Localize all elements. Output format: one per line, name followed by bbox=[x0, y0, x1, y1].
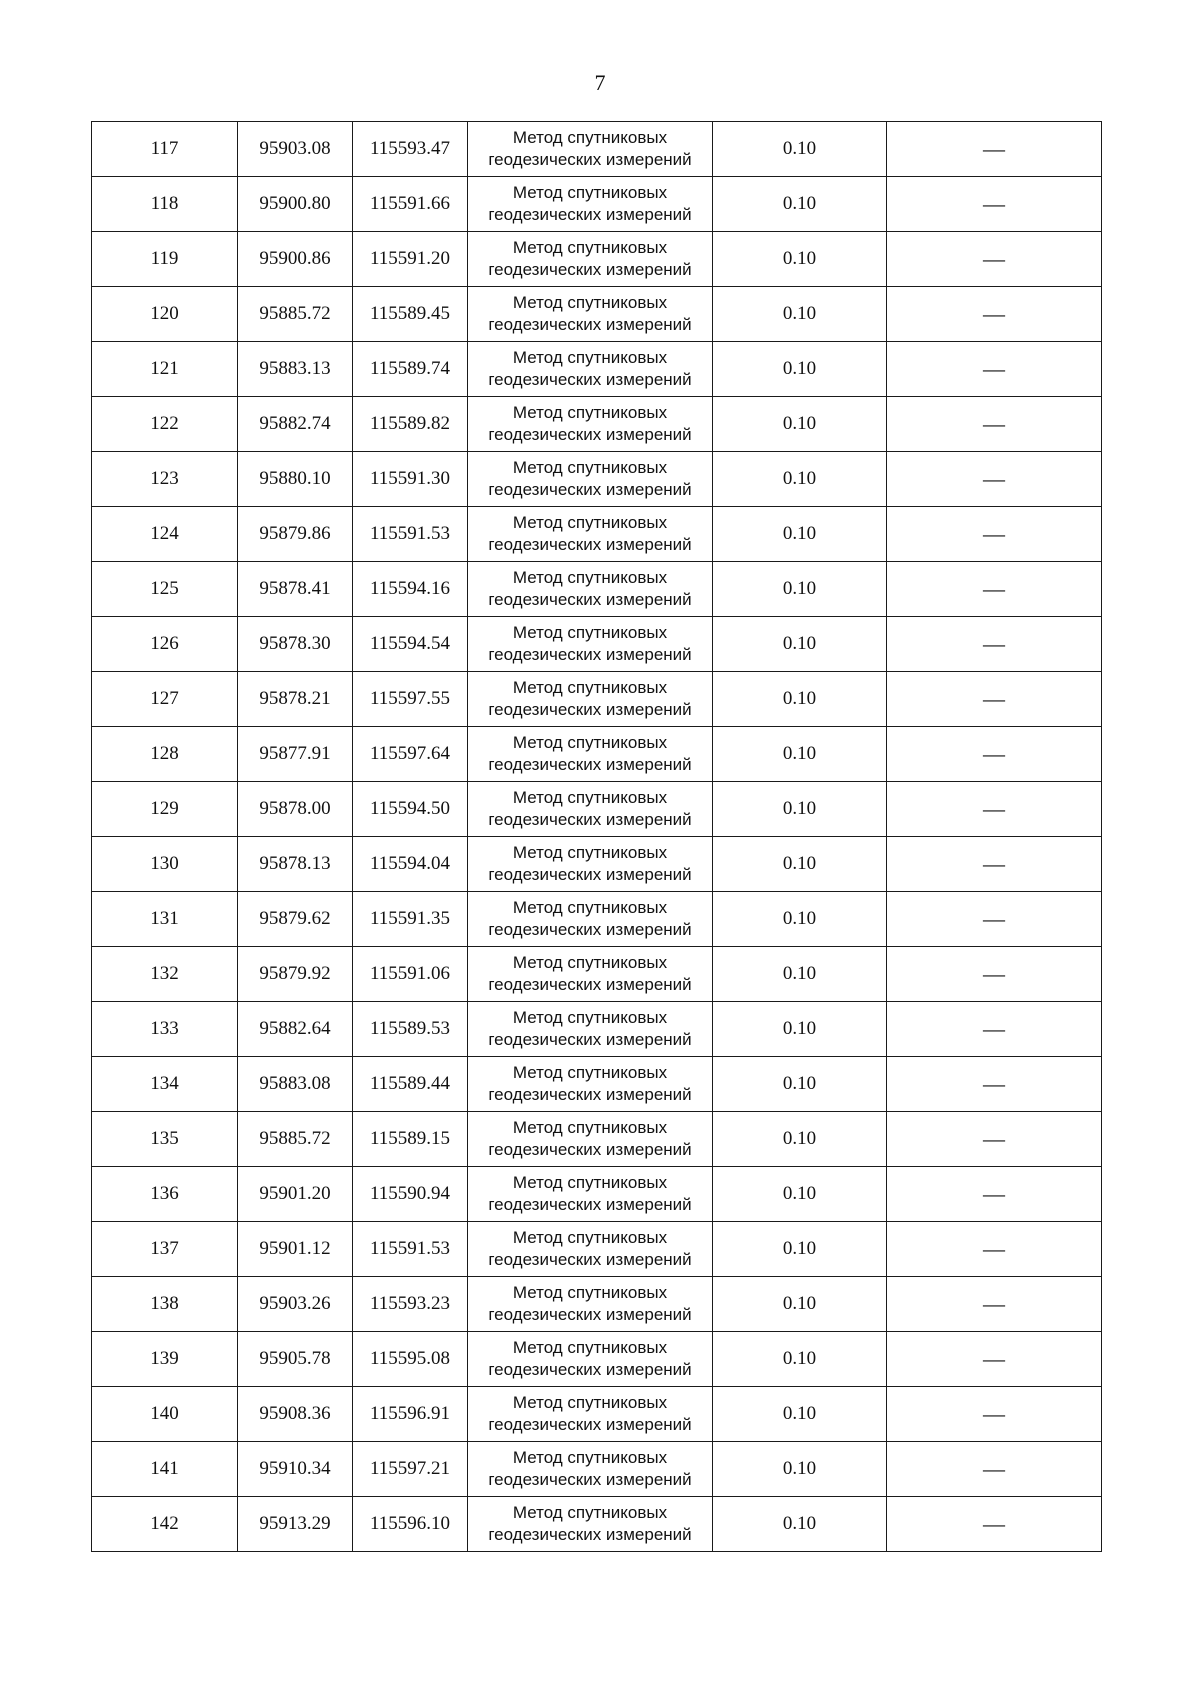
table-row bbox=[92, 1332, 1102, 1387]
accuracy-cell: 0.10 bbox=[713, 837, 887, 892]
note-cell: — bbox=[887, 122, 1102, 177]
point-number-cell: 138 bbox=[92, 1277, 238, 1332]
method-line-2: геодезических измерений bbox=[488, 535, 692, 554]
method-line-1: Метод спутниковых bbox=[512, 1393, 668, 1412]
accuracy-cell: 0.10 bbox=[713, 507, 887, 562]
table-row bbox=[92, 1387, 1102, 1442]
point-number-cell: 126 bbox=[92, 617, 238, 672]
method-line-2: геодезических измерений bbox=[488, 975, 692, 994]
coordinates-table bbox=[91, 121, 1102, 1552]
x-coordinate-cell: 95878.00 bbox=[238, 782, 353, 837]
method-line-1: Метод спутниковых bbox=[512, 843, 668, 862]
x-coordinate-cell: 95882.74 bbox=[238, 397, 353, 452]
accuracy-cell: 0.10 bbox=[713, 287, 887, 342]
method-line-1: Метод спутниковых bbox=[512, 1228, 668, 1247]
y-coordinate-cell: 115590.94 bbox=[353, 1167, 468, 1222]
point-number-cell: 124 bbox=[92, 507, 238, 562]
x-coordinate-cell: 95882.64 bbox=[238, 1002, 353, 1057]
accuracy-cell: 0.10 bbox=[713, 1442, 887, 1497]
note-cell: — bbox=[887, 1222, 1102, 1277]
table-row bbox=[92, 672, 1102, 727]
x-coordinate-cell: 95905.78 bbox=[238, 1332, 353, 1387]
method-cell bbox=[468, 727, 713, 782]
accuracy-cell: 0.10 bbox=[713, 1497, 887, 1552]
method-line-1: Метод спутниковых bbox=[512, 568, 668, 587]
method-cell bbox=[468, 452, 713, 507]
y-coordinate-cell: 115594.50 bbox=[353, 782, 468, 837]
method-line-2: геодезических измерений bbox=[488, 260, 692, 279]
table-row bbox=[92, 1442, 1102, 1497]
method-line-2: геодезических измерений bbox=[488, 1470, 692, 1489]
method-line-1: Метод спутниковых bbox=[512, 1448, 668, 1467]
table-row bbox=[92, 562, 1102, 617]
coordinates-table-body bbox=[92, 122, 1102, 1552]
table-row bbox=[92, 1112, 1102, 1167]
point-number-cell: 130 bbox=[92, 837, 238, 892]
y-coordinate-cell: 115596.10 bbox=[353, 1497, 468, 1552]
x-coordinate-cell: 95901.20 bbox=[238, 1167, 353, 1222]
table-row bbox=[92, 507, 1102, 562]
accuracy-cell: 0.10 bbox=[713, 672, 887, 727]
x-coordinate-cell: 95883.08 bbox=[238, 1057, 353, 1112]
method-line-1: Метод спутниковых bbox=[512, 1283, 668, 1302]
table-row bbox=[92, 287, 1102, 342]
method-line-2: геодезических измерений bbox=[488, 205, 692, 224]
method-cell bbox=[468, 232, 713, 287]
method-line-2: геодезических измерений bbox=[488, 1195, 692, 1214]
table-row bbox=[92, 892, 1102, 947]
method-cell bbox=[468, 1387, 713, 1442]
accuracy-cell: 0.10 bbox=[713, 397, 887, 452]
point-number-cell: 128 bbox=[92, 727, 238, 782]
x-coordinate-cell: 95878.41 bbox=[238, 562, 353, 617]
x-coordinate-cell: 95877.91 bbox=[238, 727, 353, 782]
method-line-2: геодезических измерений bbox=[488, 645, 692, 664]
method-line-1: Метод спутниковых bbox=[512, 238, 668, 257]
y-coordinate-cell: 115597.55 bbox=[353, 672, 468, 727]
note-cell: — bbox=[887, 342, 1102, 397]
point-number-cell: 118 bbox=[92, 177, 238, 232]
method-line-1: Метод спутниковых bbox=[512, 1338, 668, 1357]
method-cell bbox=[468, 1222, 713, 1277]
accuracy-cell: 0.10 bbox=[713, 1167, 887, 1222]
page-number: 7 bbox=[594, 70, 606, 95]
table-row bbox=[92, 177, 1102, 232]
accuracy-cell: 0.10 bbox=[713, 727, 887, 782]
x-coordinate-cell: 95880.10 bbox=[238, 452, 353, 507]
note-cell: — bbox=[887, 617, 1102, 672]
y-coordinate-cell: 115594.16 bbox=[353, 562, 468, 617]
x-coordinate-cell: 95885.72 bbox=[238, 1112, 353, 1167]
y-coordinate-cell: 115591.53 bbox=[353, 1222, 468, 1277]
method-cell bbox=[468, 1167, 713, 1222]
note-cell: — bbox=[887, 837, 1102, 892]
note-cell: — bbox=[887, 1497, 1102, 1552]
note-cell: — bbox=[887, 1057, 1102, 1112]
method-line-1: Метод спутниковых bbox=[512, 733, 668, 752]
method-line-1: Метод спутниковых bbox=[512, 348, 668, 367]
accuracy-cell: 0.10 bbox=[713, 782, 887, 837]
point-number-cell: 140 bbox=[92, 1387, 238, 1442]
point-number-cell: 125 bbox=[92, 562, 238, 617]
method-line-1: Метод спутниковых bbox=[512, 1173, 668, 1192]
method-line-2: геодезических измерений bbox=[488, 590, 692, 609]
method-line-2: геодезических измерений bbox=[488, 370, 692, 389]
method-line-1: Метод спутниковых bbox=[512, 788, 668, 807]
x-coordinate-cell: 95878.30 bbox=[238, 617, 353, 672]
method-line-2: геодезических измерений bbox=[488, 480, 692, 499]
note-cell: — bbox=[887, 562, 1102, 617]
x-coordinate-cell: 95910.34 bbox=[238, 1442, 353, 1497]
method-cell bbox=[468, 507, 713, 562]
point-number-cell: 129 bbox=[92, 782, 238, 837]
y-coordinate-cell: 115589.82 bbox=[353, 397, 468, 452]
method-cell bbox=[468, 342, 713, 397]
method-line-1: Метод спутниковых bbox=[512, 1503, 668, 1522]
note-cell: — bbox=[887, 672, 1102, 727]
method-cell bbox=[468, 287, 713, 342]
method-cell bbox=[468, 782, 713, 837]
accuracy-cell: 0.10 bbox=[713, 1222, 887, 1277]
note-cell: — bbox=[887, 1112, 1102, 1167]
method-line-2: геодезических измерений bbox=[488, 810, 692, 829]
y-coordinate-cell: 115591.66 bbox=[353, 177, 468, 232]
point-number-cell: 131 bbox=[92, 892, 238, 947]
x-coordinate-cell: 95878.21 bbox=[238, 672, 353, 727]
method-line-1: Метод спутниковых bbox=[512, 898, 668, 917]
note-cell: — bbox=[887, 947, 1102, 1002]
accuracy-cell: 0.10 bbox=[713, 452, 887, 507]
y-coordinate-cell: 115591.35 bbox=[353, 892, 468, 947]
x-coordinate-cell: 95879.92 bbox=[238, 947, 353, 1002]
point-number-cell: 120 bbox=[92, 287, 238, 342]
method-line-1: Метод спутниковых bbox=[512, 1008, 668, 1027]
accuracy-cell: 0.10 bbox=[713, 1387, 887, 1442]
accuracy-cell: 0.10 bbox=[713, 1112, 887, 1167]
note-cell: — bbox=[887, 1387, 1102, 1442]
method-line-2: геодезических измерений bbox=[488, 700, 692, 719]
method-line-1: Метод спутниковых bbox=[512, 183, 668, 202]
method-cell bbox=[468, 562, 713, 617]
note-cell: — bbox=[887, 452, 1102, 507]
note-cell: — bbox=[887, 1332, 1102, 1387]
method-line-2: геодезических измерений bbox=[488, 1085, 692, 1104]
point-number-cell: 133 bbox=[92, 1002, 238, 1057]
point-number-cell: 136 bbox=[92, 1167, 238, 1222]
method-cell bbox=[468, 617, 713, 672]
table-row bbox=[92, 452, 1102, 507]
method-line-1: Метод спутниковых bbox=[512, 513, 668, 532]
point-number-cell: 122 bbox=[92, 397, 238, 452]
x-coordinate-cell: 95913.29 bbox=[238, 1497, 353, 1552]
point-number-cell: 137 bbox=[92, 1222, 238, 1277]
method-line-2: геодезических измерений bbox=[488, 1415, 692, 1434]
method-line-1: Метод спутниковых bbox=[512, 953, 668, 972]
y-coordinate-cell: 115594.04 bbox=[353, 837, 468, 892]
y-coordinate-cell: 115595.08 bbox=[353, 1332, 468, 1387]
method-cell bbox=[468, 177, 713, 232]
method-line-2: геодезических измерений bbox=[488, 1140, 692, 1159]
y-coordinate-cell: 115591.06 bbox=[353, 947, 468, 1002]
x-coordinate-cell: 95879.86 bbox=[238, 507, 353, 562]
table-row bbox=[92, 782, 1102, 837]
x-coordinate-cell: 95900.80 bbox=[238, 177, 353, 232]
method-cell bbox=[468, 1497, 713, 1552]
accuracy-cell: 0.10 bbox=[713, 232, 887, 287]
point-number-cell: 119 bbox=[92, 232, 238, 287]
x-coordinate-cell: 95901.12 bbox=[238, 1222, 353, 1277]
note-cell: — bbox=[887, 397, 1102, 452]
note-cell: — bbox=[887, 177, 1102, 232]
point-number-cell: 134 bbox=[92, 1057, 238, 1112]
y-coordinate-cell: 115593.47 bbox=[353, 122, 468, 177]
method-line-1: Метод спутниковых bbox=[512, 1118, 668, 1137]
method-cell bbox=[468, 397, 713, 452]
x-coordinate-cell: 95903.26 bbox=[238, 1277, 353, 1332]
note-cell: — bbox=[887, 232, 1102, 287]
y-coordinate-cell: 115593.23 bbox=[353, 1277, 468, 1332]
point-number-cell: 132 bbox=[92, 947, 238, 1002]
method-line-2: геодезических измерений bbox=[488, 425, 692, 444]
y-coordinate-cell: 115589.74 bbox=[353, 342, 468, 397]
method-line-2: геодезических измерений bbox=[488, 865, 692, 884]
accuracy-cell: 0.10 bbox=[713, 617, 887, 672]
method-cell bbox=[468, 672, 713, 727]
accuracy-cell: 0.10 bbox=[713, 1332, 887, 1387]
accuracy-cell: 0.10 bbox=[713, 1057, 887, 1112]
table-row bbox=[92, 947, 1102, 1002]
point-number-cell: 139 bbox=[92, 1332, 238, 1387]
accuracy-cell: 0.10 bbox=[713, 947, 887, 1002]
point-number-cell: 117 bbox=[92, 122, 238, 177]
table-row bbox=[92, 1277, 1102, 1332]
note-cell: — bbox=[887, 1277, 1102, 1332]
method-cell bbox=[468, 122, 713, 177]
note-cell: — bbox=[887, 1002, 1102, 1057]
x-coordinate-cell: 95903.08 bbox=[238, 122, 353, 177]
y-coordinate-cell: 115589.44 bbox=[353, 1057, 468, 1112]
table-row bbox=[92, 1057, 1102, 1112]
y-coordinate-cell: 115596.91 bbox=[353, 1387, 468, 1442]
accuracy-cell: 0.10 bbox=[713, 177, 887, 232]
method-line-2: геодезических измерений bbox=[488, 920, 692, 939]
x-coordinate-cell: 95908.36 bbox=[238, 1387, 353, 1442]
y-coordinate-cell: 115591.53 bbox=[353, 507, 468, 562]
note-cell: — bbox=[887, 1442, 1102, 1497]
method-line-2: геодезических измерений bbox=[488, 1525, 692, 1544]
method-line-1: Метод спутниковых bbox=[512, 403, 668, 422]
point-number-cell: 142 bbox=[92, 1497, 238, 1552]
y-coordinate-cell: 115589.53 bbox=[353, 1002, 468, 1057]
y-coordinate-cell: 115597.64 bbox=[353, 727, 468, 782]
table-row bbox=[92, 617, 1102, 672]
point-number-cell: 135 bbox=[92, 1112, 238, 1167]
x-coordinate-cell: 95878.13 bbox=[238, 837, 353, 892]
method-cell bbox=[468, 1442, 713, 1497]
method-line-1: Метод спутниковых bbox=[512, 678, 668, 697]
y-coordinate-cell: 115589.15 bbox=[353, 1112, 468, 1167]
table-row bbox=[92, 1222, 1102, 1277]
method-line-1: Метод спутниковых bbox=[512, 1063, 668, 1082]
method-cell bbox=[468, 892, 713, 947]
method-line-1: Метод спутниковых bbox=[512, 293, 668, 312]
method-line-2: геодезических измерений bbox=[488, 755, 692, 774]
point-number-cell: 123 bbox=[92, 452, 238, 507]
accuracy-cell: 0.10 bbox=[713, 562, 887, 617]
method-cell bbox=[468, 837, 713, 892]
method-line-1: Метод спутниковых bbox=[512, 623, 668, 642]
note-cell: — bbox=[887, 782, 1102, 837]
y-coordinate-cell: 115589.45 bbox=[353, 287, 468, 342]
y-coordinate-cell: 115591.30 bbox=[353, 452, 468, 507]
method-line-2: геодезических измерений bbox=[488, 1360, 692, 1379]
point-number-cell: 141 bbox=[92, 1442, 238, 1497]
table-row bbox=[92, 727, 1102, 782]
table-row bbox=[92, 342, 1102, 397]
method-cell bbox=[468, 1277, 713, 1332]
accuracy-cell: 0.10 bbox=[713, 1002, 887, 1057]
method-cell bbox=[468, 1332, 713, 1387]
table-row bbox=[92, 1167, 1102, 1222]
note-cell: — bbox=[887, 892, 1102, 947]
method-cell bbox=[468, 1057, 713, 1112]
y-coordinate-cell: 115594.54 bbox=[353, 617, 468, 672]
table-row bbox=[92, 397, 1102, 452]
y-coordinate-cell: 115597.21 bbox=[353, 1442, 468, 1497]
table-row bbox=[92, 122, 1102, 177]
method-line-2: геодезических измерений bbox=[488, 1250, 692, 1269]
accuracy-cell: 0.10 bbox=[713, 1277, 887, 1332]
table-row bbox=[92, 1002, 1102, 1057]
point-number-cell: 121 bbox=[92, 342, 238, 397]
note-cell: — bbox=[887, 1167, 1102, 1222]
x-coordinate-cell: 95883.13 bbox=[238, 342, 353, 397]
method-cell bbox=[468, 1112, 713, 1167]
x-coordinate-cell: 95885.72 bbox=[238, 287, 353, 342]
y-coordinate-cell: 115591.20 bbox=[353, 232, 468, 287]
x-coordinate-cell: 95900.86 bbox=[238, 232, 353, 287]
point-number-cell: 127 bbox=[92, 672, 238, 727]
method-line-2: геодезических измерений bbox=[488, 1030, 692, 1049]
method-line-2: геодезических измерений bbox=[488, 1305, 692, 1324]
method-line-1: Метод спутниковых bbox=[512, 458, 668, 477]
method-cell bbox=[468, 1002, 713, 1057]
method-line-2: геодезических измерений bbox=[488, 315, 692, 334]
table-row bbox=[92, 837, 1102, 892]
note-cell: — bbox=[887, 507, 1102, 562]
table-row bbox=[92, 1497, 1102, 1552]
method-line-2: геодезических измерений bbox=[488, 150, 692, 169]
note-cell: — bbox=[887, 287, 1102, 342]
method-cell bbox=[468, 947, 713, 1002]
accuracy-cell: 0.10 bbox=[713, 342, 887, 397]
method-line-1: Метод спутниковых bbox=[512, 128, 668, 147]
x-coordinate-cell: 95879.62 bbox=[238, 892, 353, 947]
accuracy-cell: 0.10 bbox=[713, 122, 887, 177]
accuracy-cell: 0.10 bbox=[713, 892, 887, 947]
note-cell: — bbox=[887, 727, 1102, 782]
table-row bbox=[92, 232, 1102, 287]
